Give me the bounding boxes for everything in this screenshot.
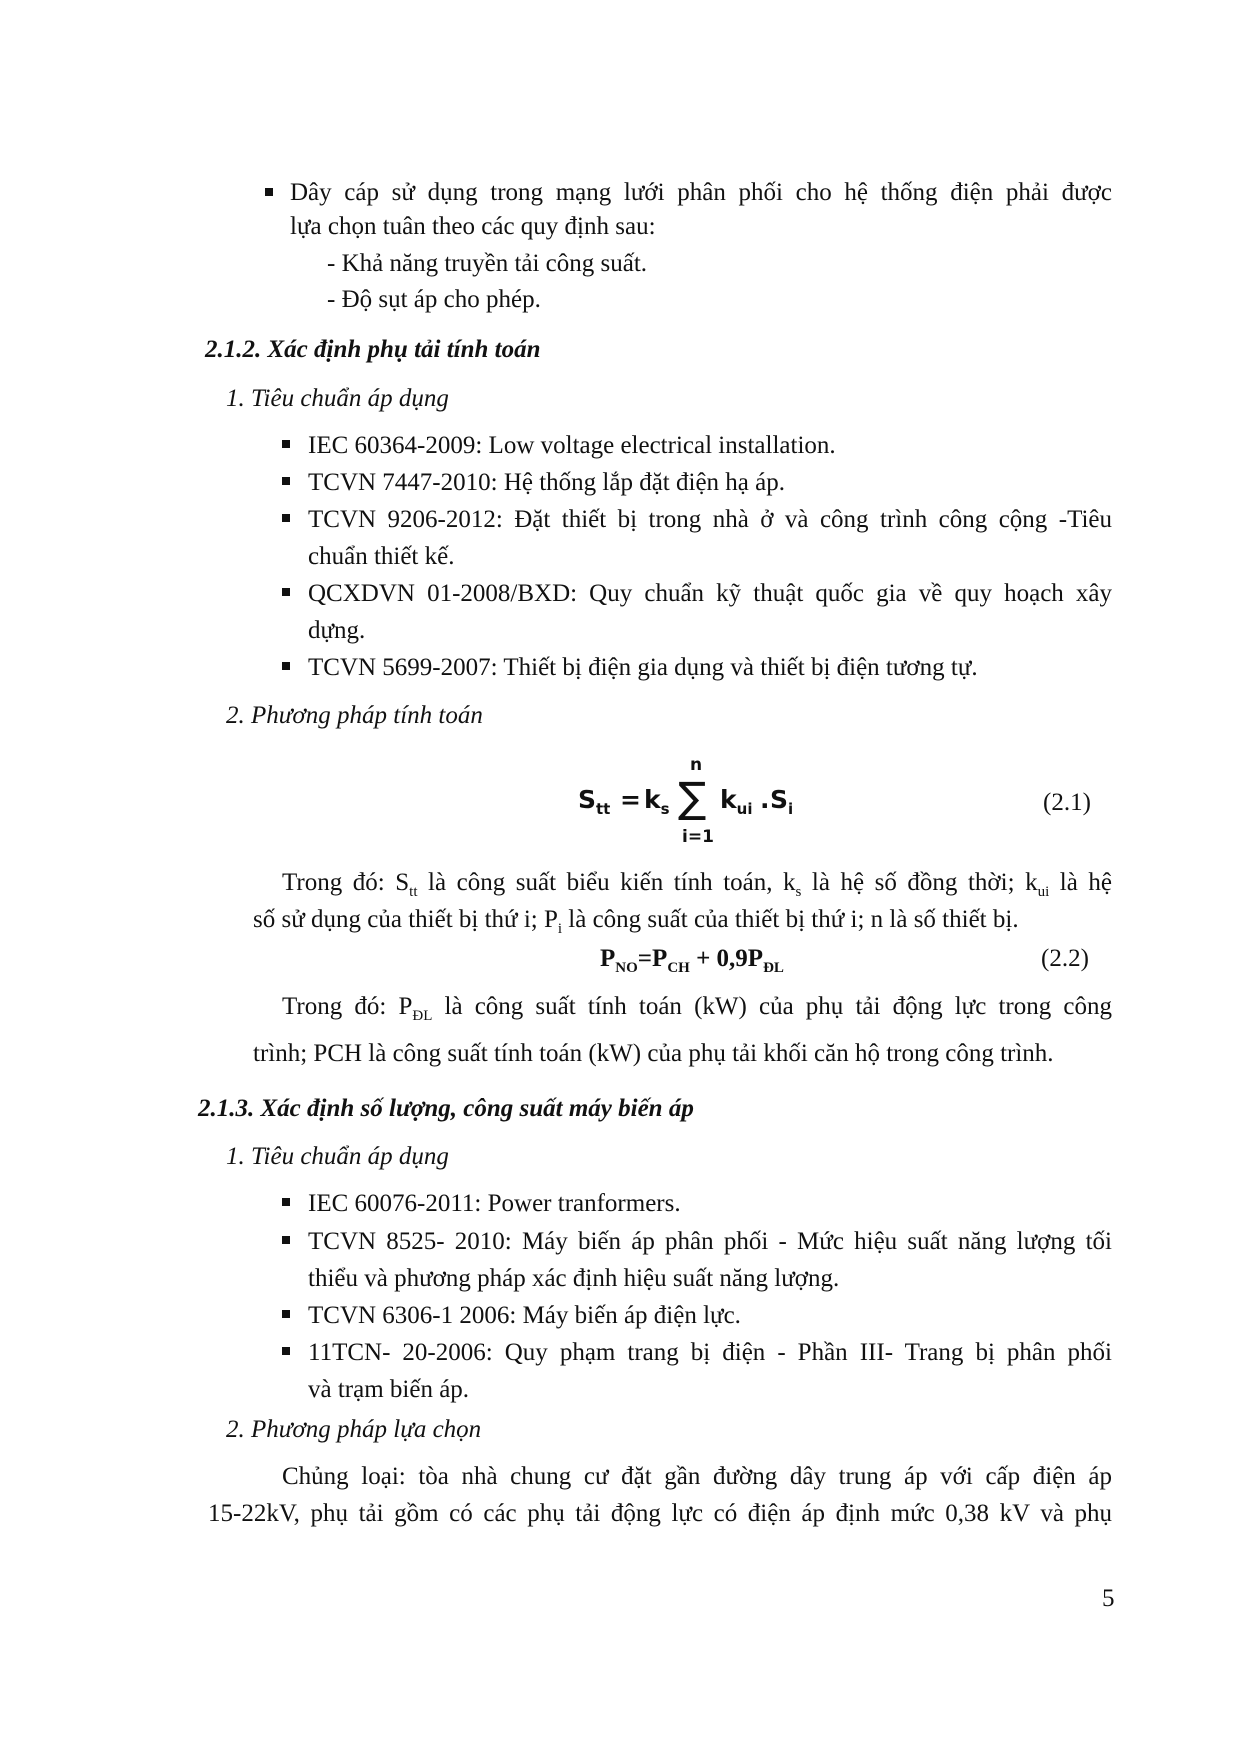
bullet-square-icon <box>282 588 290 596</box>
section-heading-2-1-2: 2.1.2. Xác định phụ tải tính toán <box>205 336 541 363</box>
standard-item: TCVN 5699-2007: Thiết bị điện gia dụng và thiết bị điện tương tự. <box>308 654 978 681</box>
sum-upper-limit: n <box>690 755 703 775</box>
paragraph-type-line-1: Chủng loại: tòa nhà chung cư đặt gần đường dây trung áp với cấp điện áp <box>282 1463 1112 1490</box>
eq-kui: $k_{ui}$ <box>720 785 753 818</box>
bullet-square-icon <box>282 440 290 448</box>
equation-2-2: $P_{NO}=P_{CH} + 0,9P_{ĐL}$ <box>600 945 784 976</box>
bullet-square-icon <box>282 1198 290 1206</box>
standard-item-continuation: và trạm biến áp. <box>308 1376 470 1403</box>
bullet-square-icon <box>282 514 290 522</box>
paragraph-where-line-2: số sử dụng của thiết bị thứ i; $P_i$ là công suất của thiết bị thứ i; n là số thiết bị. <box>253 906 1019 937</box>
eq-equals: = <box>620 785 641 814</box>
equation-number-2-1: (2.1) <box>1043 789 1091 816</box>
standard-item: 11TCN- 20-2006: Quy phạm trang bị điện - Phần III- Trang bị phân phối <box>308 1339 1112 1366</box>
standard-item: IEC 60364-2009: Low voltage electrical installation. <box>308 432 836 459</box>
standard-item: QCXDVN 01-2008/BXD: Quy chuẩn kỹ thuật quốc gia về quy hoạch xây <box>308 580 1112 607</box>
standard-item: TCVN 9206-2012: Đặt thiết bị trong nhà ở và công trình công cộng -Tiêu <box>308 506 1112 533</box>
standard-item: TCVN 8525- 2010: Máy biến áp phân phối - Mức hiệu suất năng lượng tối <box>308 1228 1112 1255</box>
bullet-square-icon <box>282 1310 290 1318</box>
standard-item-continuation: dựng. <box>308 617 366 644</box>
subheading-selection-method: 2. Phương pháp lựa chọn <box>226 1416 482 1443</box>
eq-lhs: $S_{tt}$ <box>578 785 611 818</box>
sum-lower-limit: i=1 <box>682 827 714 847</box>
sum-icon: ∑ <box>678 773 707 822</box>
equation-2-1 <box>578 755 818 850</box>
paragraph-where-line-1: Trong đó: $S_{tt}$ là công suất biểu kiến tính toán, $k_s$ là hệ số đồng thời; $k_{ui}$ là hệ <box>282 869 1112 900</box>
paragraph-where2-line-2: trình; PCH là công suất tính toán (kW) của phụ tải khối căn hộ trong công trình. <box>253 1040 1054 1067</box>
bullet-square-icon <box>282 662 290 670</box>
subheading-method: 2. Phương pháp tính toán <box>226 702 483 729</box>
standard-item-continuation: chuẩn thiết kế. <box>308 543 455 570</box>
paragraph-where2-line-1: Trong đó: $P_{ĐL}$ là công suất tính toán (kW) của phụ tải động lực trong công <box>282 993 1112 1024</box>
page-number: 5 <box>1102 1585 1115 1612</box>
eq-ks: $k_s$ <box>644 785 670 818</box>
dash-item: - Độ sụt áp cho phép. <box>327 286 541 313</box>
standard-item-continuation: thiểu và phương pháp xác định hiệu suất năng lượng. <box>308 1265 840 1292</box>
intro-bullet-line-1: Dây cáp sử dụng trong mạng lưới phân phối cho hệ thống điện phải được <box>290 179 1112 206</box>
dash-item: - Khả năng truyền tải công suất. <box>327 250 648 277</box>
standard-item: TCVN 7447-2010: Hệ thống lắp đặt điện hạ áp. <box>308 469 785 496</box>
bullet-square-icon <box>282 1236 290 1244</box>
bullet-square-icon <box>265 188 273 196</box>
standard-item: IEC 60076-2011: Power tranformers. <box>308 1190 681 1217</box>
bullet-square-icon <box>282 477 290 485</box>
equation-number-2-2: (2.2) <box>1041 945 1089 972</box>
eq-dot: . <box>760 785 770 814</box>
standard-item: TCVN 6306-1 2006: Máy biến áp điện lực. <box>308 1302 741 1329</box>
eq-si: $S_i$ <box>770 785 794 818</box>
section-heading-2-1-3: 2.1.3. Xác định số lượng, công suất máy biến áp <box>198 1095 694 1122</box>
intro-bullet-line-2: lựa chọn tuân theo các quy định sau: <box>290 213 656 240</box>
paragraph-type-line-2: 15-22kV, phụ tải gồm có các phụ tải động lực có điện áp định mức 0,38 kV và phụ <box>208 1500 1112 1527</box>
bullet-square-icon <box>282 1347 290 1355</box>
subheading-standards: 1. Tiêu chuẩn áp dụng <box>226 1143 449 1170</box>
subheading-standards: 1. Tiêu chuẩn áp dụng <box>226 385 449 412</box>
